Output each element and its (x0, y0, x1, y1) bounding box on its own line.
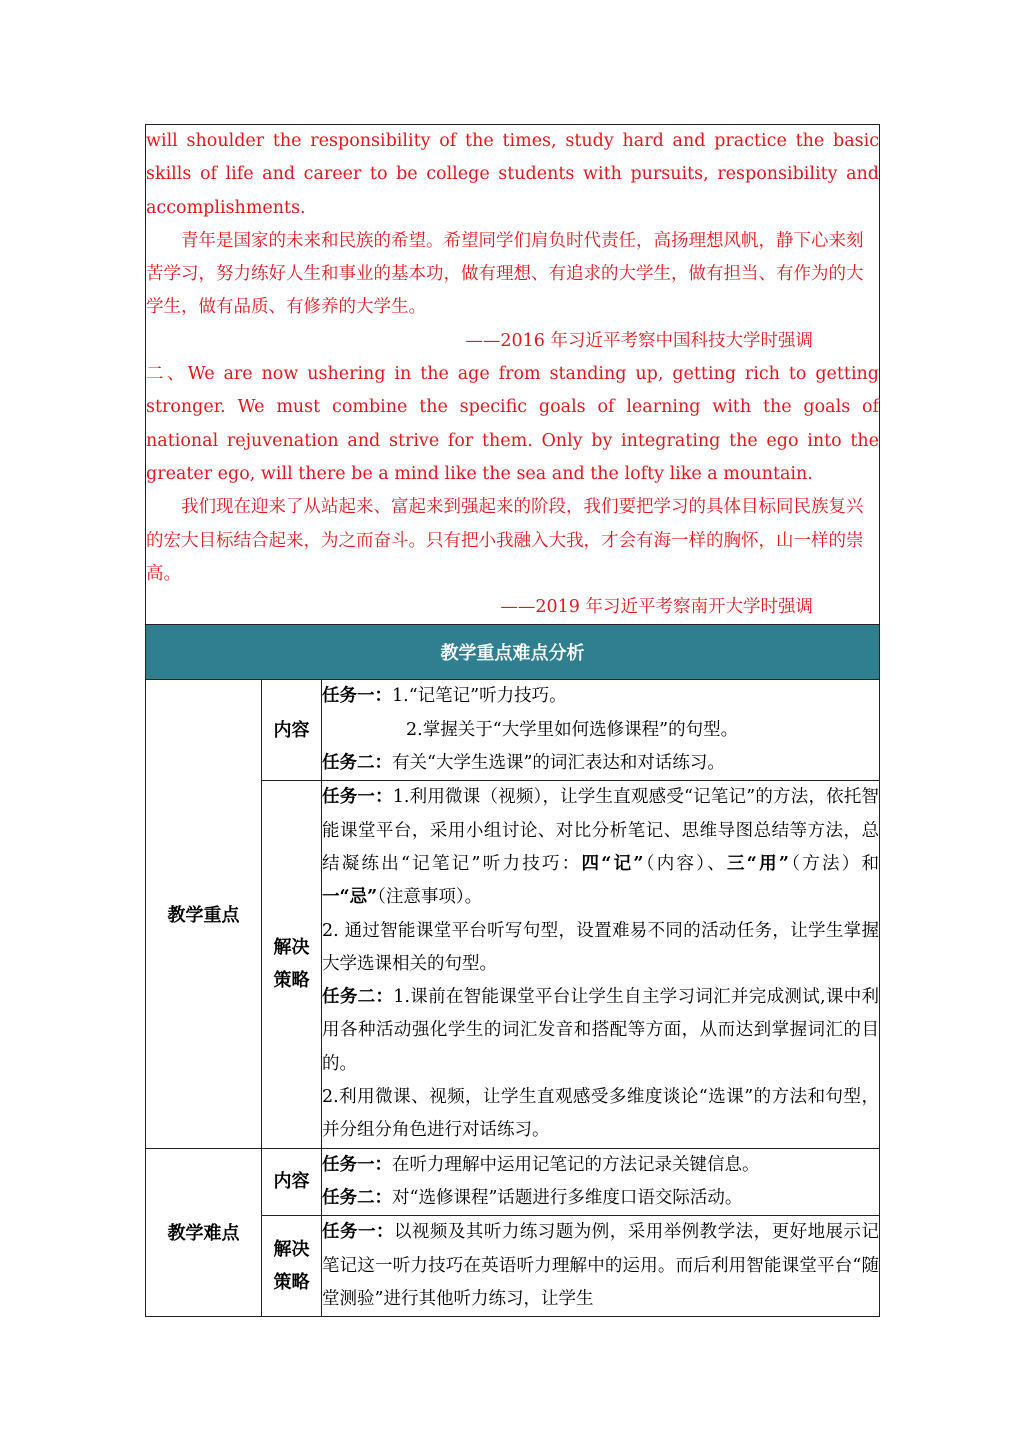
difficult-strategy-cell (322, 1216, 880, 1317)
key-content-label: 内容 (262, 680, 322, 781)
lesson-plan-table (145, 124, 880, 1317)
key-strategy-bold-one: 一“忌” (322, 887, 378, 908)
key-content-task1-line2: 2.掌握关于“大学里如何选修课程”的句型。 (406, 719, 739, 740)
key-content-row (146, 680, 880, 781)
difficult-content-task2-head: 任务二： (322, 1187, 392, 1208)
key-strategy-label-1: 解决 (273, 937, 310, 959)
quote-english-1: will shoulder the responsibility of the times, study hard and practice the basic skills of life and career to be college students with pursuits, responsibility and accomplishments. (146, 131, 880, 218)
quote-cell (146, 125, 880, 625)
key-strategy-task1-a: 1.利用微课（视频），让学生直观感受“记笔记”的方法，依托智能课堂平台，采用小组讨论、对比分析笔记、思维导图总结等方法，总结凝练出“记笔记”听力技巧： (322, 787, 880, 874)
key-strategy-task2-1: 1.课前在智能课堂平台让学生自主学习词汇并完成测试,课中利用各种活动强化学生的词汇发音和搭配等方面，从而达到掌握词汇的目的。 (322, 987, 880, 1074)
difficult-strategy-label (262, 1216, 322, 1317)
section-header-row (146, 625, 880, 680)
key-strategy-text-content: （内容）、 (643, 853, 728, 874)
difficult-strategy-task1-head: 任务一： (322, 1222, 394, 1243)
quote-source-1: ——2016 年习近平考察中国科技大学时强调 (465, 330, 814, 351)
difficult-content-row (146, 1148, 880, 1216)
section-title: 教学重点难点分析 (146, 625, 880, 680)
difficult-content-task2-line: 对“选修课程”话题进行多维度口语交际活动。 (392, 1187, 743, 1208)
key-points-label: 教学重点 (146, 680, 262, 1148)
difficult-content-label: 内容 (262, 1148, 322, 1216)
difficult-strategy-label-2: 策略 (273, 1272, 310, 1294)
key-strategy-bold-four: 四“记” (581, 853, 644, 874)
quote-row (146, 125, 880, 625)
key-strategy-bold-three: 三“用” (727, 853, 789, 874)
key-content-cell (322, 680, 880, 781)
quote-chinese-1: 青年是国家的未来和民族的希望。希望同学们肩负时代责任，高扬理想风帆，静下心来刻苦学习，努力练好人生和事业的基本功，做有理想、有追求的大学生，做有担当、有作为的大学生，做有品质、有修养的大学生。 (146, 230, 864, 318)
key-strategy-task2-2: 2.利用微课、视频，让学生直观感受多维度谈论“选课”的方法和句型，并分组分角色进行对话练习。 (322, 1087, 880, 1141)
difficult-content-cell (322, 1148, 880, 1216)
key-strategy-task1-2: 2. 通过智能课堂平台听写句型，设置难易不同的活动任务，让学生掌握大学选课相关的句型。 (322, 920, 880, 974)
key-content-task2-head: 任务二： (322, 753, 392, 774)
quote-chinese-2: 我们现在迎来了从站起来、富起来到强起来的阶段，我们要把学习的具体目标同民族复兴的宏大目标结合起来，为之而奋斗。只有把小我融入大我，才会有海一样的胸怀，山一样的崇高。 (146, 497, 864, 584)
key-strategy-label-2: 策略 (273, 970, 310, 992)
key-content-task1-head: 任务一： (322, 686, 392, 707)
difficult-points-label: 教学难点 (146, 1148, 262, 1316)
key-strategy-task1-head: 任务一： (322, 787, 393, 808)
difficult-content-task1-line: 在听力理解中运用记笔记的方法记录关键信息。 (392, 1154, 760, 1175)
difficult-strategy-task1-text: 以视频及其听力练习题为例，采用举例教学法，更好地展示记笔记这一听力技巧在英语听力理解中的运用。而后利用智能课堂平台“随堂测验”进行其他听力练习，让学生 (322, 1222, 880, 1309)
key-strategy-cell (322, 781, 880, 1148)
key-strategy-text-method: （方法）和 (788, 853, 880, 874)
key-content-task2-line: 有关“大学生选课”的词汇表达和对话练习。 (392, 753, 725, 774)
key-content-task1-line1: 1.“记笔记”听力技巧。 (392, 686, 567, 707)
quote-source-2: ——2019 年习近平考察南开大学时强调 (500, 597, 814, 618)
difficult-strategy-label-1: 解决 (273, 1239, 310, 1261)
difficult-content-task1-head: 任务一： (322, 1154, 392, 1175)
key-strategy-text-notes: （注意事项）。 (377, 887, 483, 908)
quote-english-2: 二、We are now ushering in the age from standing up, getting rich to getting stronger. We must combine the specific goals of learning with the goals of national rejuvenation and strive for them. Only by integrating the ego into the greater ego, will there be a mind like the sea and the lofty like a mountain. (146, 364, 880, 484)
key-strategy-label (262, 781, 322, 1148)
key-strategy-task2-head: 任务二： (322, 987, 394, 1008)
